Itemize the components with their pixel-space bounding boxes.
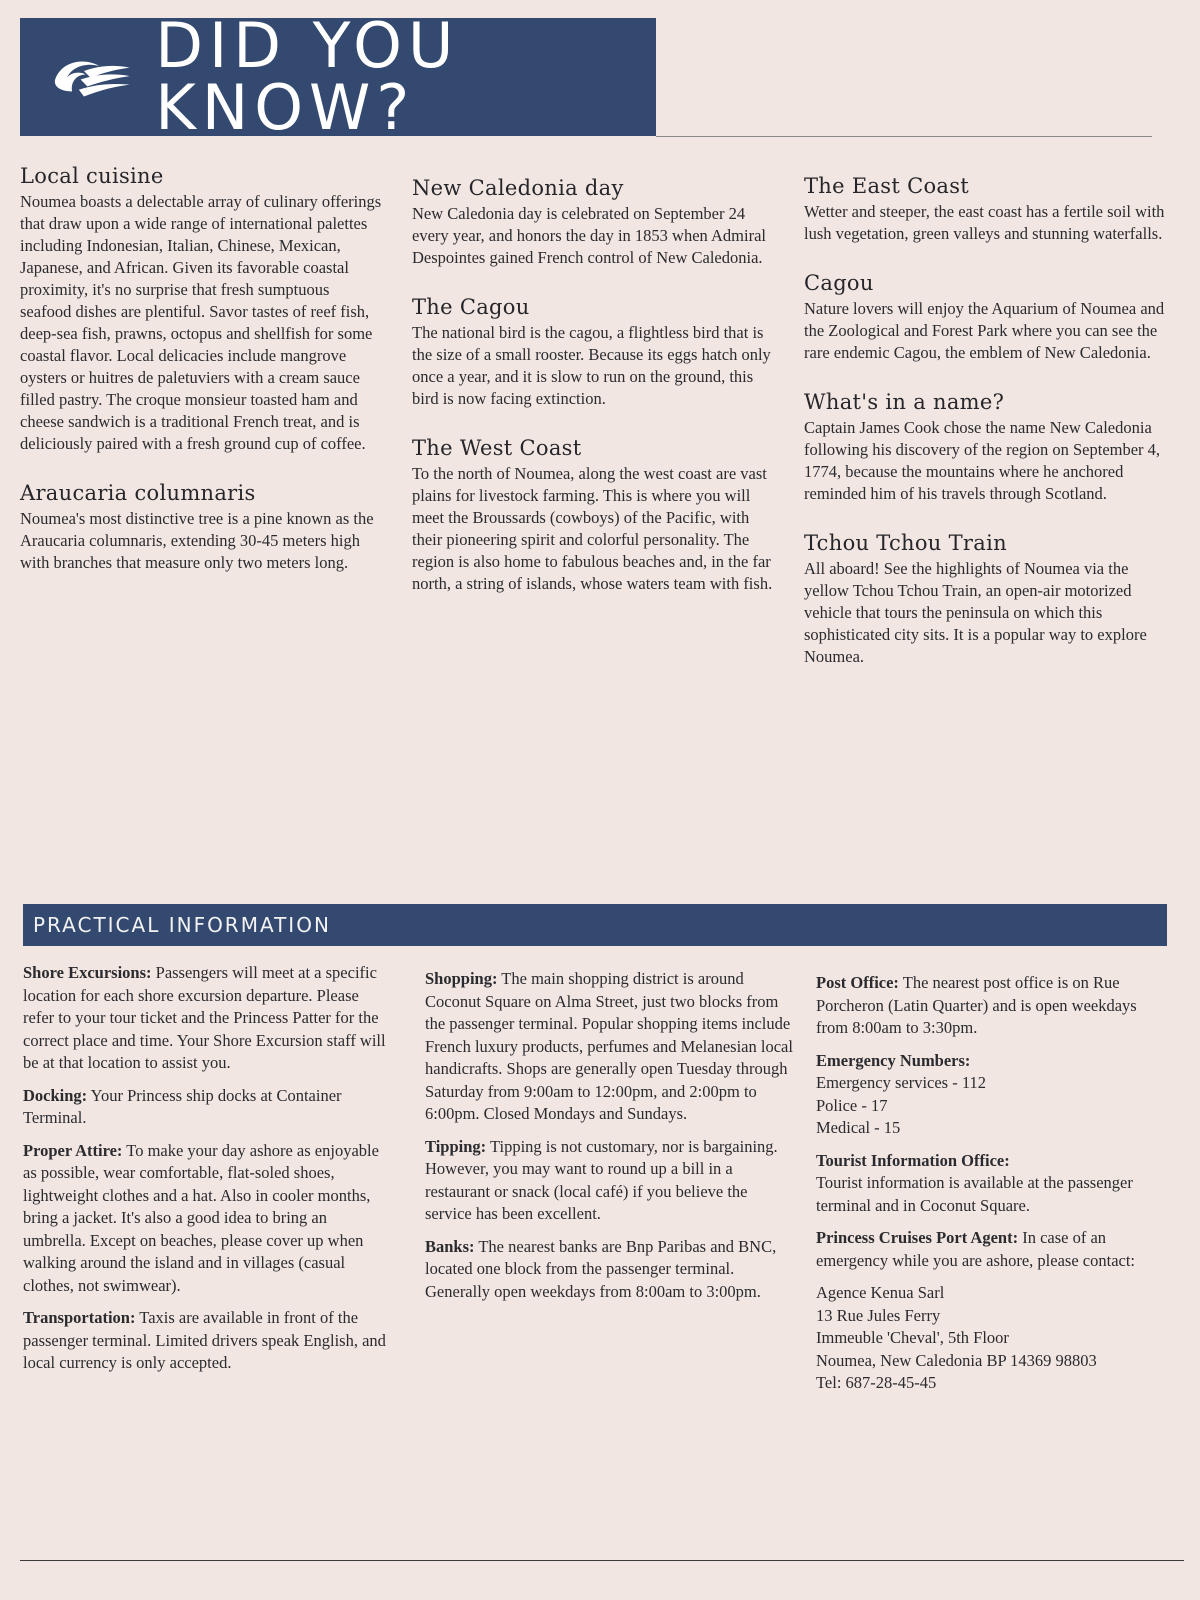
port-agent-info — [816, 1227, 1166, 1272]
docking-info — [23, 1085, 391, 1130]
text-west-coast: To the north of Noumea, along the west coast are vast plains for livestock farming. This is where you will meet the Broussards (cowboys) of the Pacific, with their pioneering spirit and colorful personality. The region is also home to fabulous beaches and, in the far north, a string of islands, whose waters team with fish. — [412, 464, 773, 593]
banks-label: Banks: — [425, 1236, 475, 1256]
footer-divider — [20, 1560, 1184, 1561]
facts-column-2 — [412, 176, 774, 621]
practical-column-2 — [425, 968, 797, 1313]
post-office-label: Post Office: — [816, 973, 899, 992]
port-agent-text: In case of an emergency while you are ashore, please contact: — [816, 1228, 1136, 1270]
port-agent-label: Princess Cruises Port Agent: — [816, 1228, 1019, 1247]
did-you-know-banner — [20, 9, 656, 144]
tourist-info-label: Tourist Information Office: — [816, 1150, 1010, 1170]
transportation-text: Taxis are available in front of the passenger terminal. Limited drivers speak English, and local currency is only accepted. — [23, 1308, 386, 1372]
heading-araucaria: Araucaria columnaris — [20, 481, 256, 505]
text-train: All aboard! See the highlights of Noumea via the yellow Tchou Tchou Train, an open-air motorized vehicle that tours the peninsula on which this sophisticated city sits. It is a popular way to explore Noumea. — [804, 559, 1147, 666]
transportation-info — [23, 1307, 391, 1375]
shopping-info — [425, 968, 797, 1126]
port-agent-address — [816, 1282, 1166, 1395]
transportation-label: Transportation: — [23, 1308, 136, 1327]
shore-excursions-label: Shore Excursions: — [23, 963, 152, 982]
heading-east-coast: The East Coast — [804, 174, 970, 198]
header-divider — [656, 136, 1152, 137]
princess-wave-logo-icon — [50, 50, 133, 104]
practical-information-title: PRACTICAL INFORMATION — [33, 913, 331, 937]
emergency-numbers-info — [816, 1050, 1166, 1140]
banks-info — [425, 1236, 797, 1304]
facts-column-3 — [804, 174, 1170, 694]
heading-nc-day: New Caledonia day — [412, 176, 624, 200]
police-line: Police - 17 — [816, 1095, 888, 1115]
emergency-services-line: Emergency services - 112 — [816, 1073, 986, 1092]
text-name: Captain James Cook chose the name New Caledonia following his discovery of the region on September 4, 1774, because the mountains where he anchored reminded him of his travels through Scotland. — [804, 418, 1161, 503]
text-cagou: Nature lovers will enjoy the Aquarium of Noumea and the Zoological and Forest Park where you can see the rare endemic Cagou, the emblem of New Caledonia. — [804, 299, 1165, 362]
agent-address-line: Noumea, New Caledonia BP 14369 98803 — [816, 1350, 1097, 1370]
heading-local-cuisine: Local cuisine — [20, 164, 164, 188]
shore-excursions-text: Passengers will meet at a specific location for each shore excursion departure. Please refer to your tour ticket and the Princess Patter for the correct place and time. Your Shore Excursion staff will be at that location to assist you. — [23, 963, 386, 1072]
medical-line: Medical - 15 — [816, 1118, 901, 1137]
text-east-coast: Wetter and steeper, the east coast has a fertile soil with lush vegetation, green valleys and stunning waterfalls. — [804, 202, 1165, 243]
shore-excursions-info — [23, 962, 391, 1075]
text-nc-day: New Caledonia day is celebrated on September 24 every year, and honors the day in 1853 when Admiral Despointes gained French control of New Caledonia. — [412, 204, 766, 267]
tourist-info-office — [816, 1150, 1166, 1218]
practical-information-bar — [23, 904, 1167, 946]
text-local-cuisine: Noumea boasts a delectable array of culinary offerings that draw upon a wide range of international palettes including Indonesian, Italian, Chinese, Mexican, Japanese, and African. Given its favorable coastal proximity, it's no surprise that fresh sumptuous seafood dishes are plentiful. Savor tastes of reef fish, deep-sea fish, prawns, octopus and shellfish for some coastal flavor. Local delicacies include mangrove oysters or huitres de paletuviers with a cream sauce filled pastry. The croque monsieur toasted ham and cheese sandwich is a traditional French treat, and is deliciously paired with a fresh ground cup of coffee. — [20, 192, 382, 453]
docking-label: Docking: — [23, 1085, 88, 1105]
attire-text: To make your day ashore as enjoyable as possible, wear comfortable, flat-soled shoes, lightweight clothes and a hat. Also in cooler months, bring a jacket. It's also a good idea to bring an umbrella. Except on beaches, please cover up when walking around the island and in villages (casual clothes, not swimwear). — [23, 1140, 379, 1295]
tipping-info — [425, 1136, 797, 1226]
attire-info — [23, 1140, 391, 1298]
post-office-info — [816, 972, 1166, 1040]
agent-address-line: Immeuble 'Cheval', 5th Floor — [816, 1328, 1009, 1347]
heading-west-coast: The West Coast — [412, 436, 582, 460]
facts-column-1 — [20, 164, 382, 600]
heading-train: Tchou Tchou Train — [804, 531, 1007, 555]
practical-column-3 — [816, 972, 1166, 1405]
post-office-text: The nearest post office is on Rue Porcheron (Latin Quarter) and is open weekdays from 8:00am to 3:30pm. — [816, 973, 1137, 1037]
heading-name: What's in a name? — [804, 390, 1005, 414]
text-araucaria: Noumea's most distinctive tree is a pine known as the Araucaria columnaris, extending 30-45 meters high with branches that measure only two meters long. — [20, 509, 374, 572]
heading-cagou: Cagou — [804, 271, 874, 295]
emergency-numbers-label: Emergency Numbers: — [816, 1050, 971, 1070]
shopping-label: Shopping: — [425, 969, 498, 988]
banks-text: The nearest banks are Bnp Paribas and BNC, located one block from the passenger terminal. Generally open weekdays from 8:00am to 3:00pm. — [425, 1236, 777, 1301]
agent-address-line: 13 Rue Jules Ferry — [816, 1305, 941, 1325]
agent-phone: Tel: 687-28-45-45 — [816, 1373, 937, 1392]
agent-name: Agence Kenua Sarl — [816, 1283, 945, 1302]
heading-the-cagou: The Cagou — [412, 295, 530, 319]
attire-label: Proper Attire: — [23, 1140, 123, 1160]
docking-text: Your Princess ship docks at Container Terminal. — [23, 1085, 342, 1127]
tourist-info-text: Tourist information is available at the passenger terminal and in Coconut Square. — [816, 1173, 1133, 1215]
shopping-text: The main shopping district is around Coconut Square on Alma Street, just two blocks from the passenger terminal. Popular shopping items include French luxury products, perfumes and Melanesian local handicrafts. Shops are generally open Tuesday through Saturday from 9:00am to 12:00pm, and 2:00pm to 6:00pm. Closed Mondays and Sundays. — [425, 969, 793, 1123]
practical-column-1 — [23, 962, 391, 1385]
text-the-cagou: The national bird is the cagou, a flightless bird that is the size of a small rooster. Because its eggs hatch only once a year, and it is slow to run on the ground, this bird is now facing extinction. — [412, 323, 771, 408]
tipping-label: Tipping: — [425, 1136, 487, 1156]
page-title: DID YOU KNOW? — [155, 9, 460, 144]
tipping-text: Tipping is not customary, nor is bargaining. However, you may want to round up a bill in a restaurant or snack (local café) if you believe the service has been excellent. — [425, 1136, 778, 1223]
